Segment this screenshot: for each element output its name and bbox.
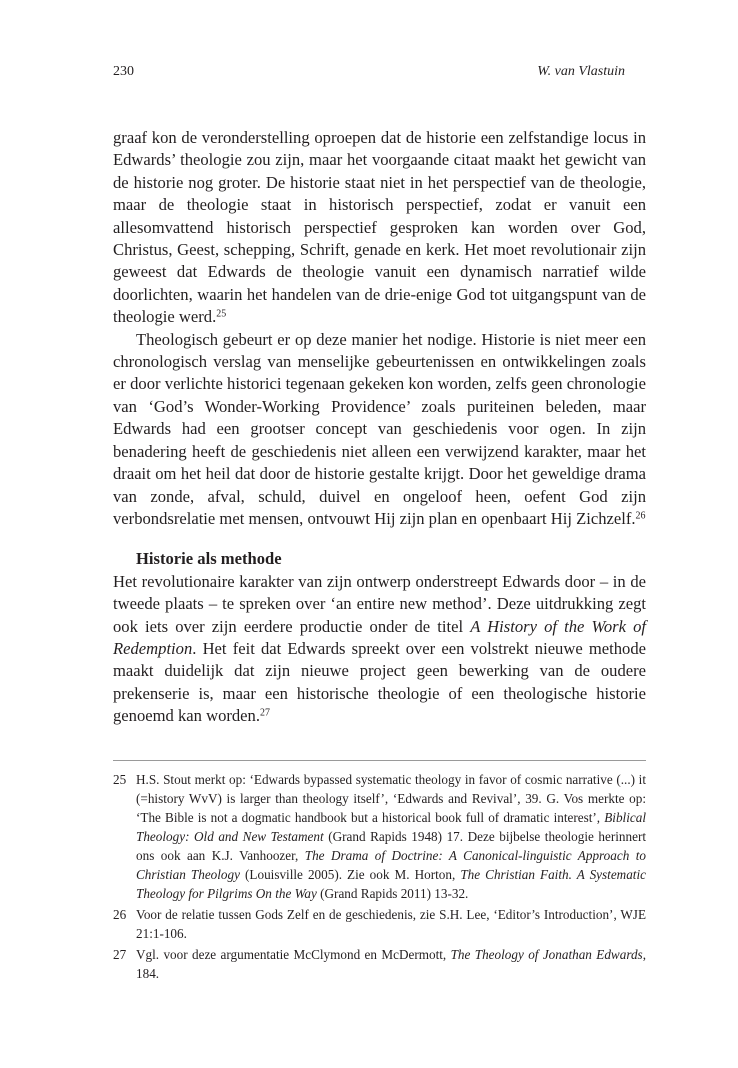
work-title: A History of the Work of Redemption [113,616,646,658]
running-header [113,62,625,82]
page-number: 230 [113,64,134,79]
running-author: W. van Vlastuin [537,64,625,79]
body-text [113,127,646,728]
paragraph-3 [113,571,646,728]
footnote-25 [113,770,646,903]
fn27-part-2: , 184. [136,947,646,981]
footnote-divider [113,760,646,761]
paragraph-2 [113,329,646,531]
footnote-text [136,945,646,983]
fn25-part-1: H.S. Stout merkt op: ‘Edwards bypassed systematic theology in favor of cosmic narrative (...) it (=history WvV) is larger than theology itself’, ‘Edwards and Revival’, 39. G. Vos merkte op: ‘The Bible is not a dogmatic handbook but a historical book full of dramatic interest’, [136,772,646,825]
fn25-part-4: (Grand Rapids 2011) 13-32. [316,886,469,901]
fn25-title-3: The Christian Faith. A Systematic Theology for Pilgrims On the Way [136,867,646,901]
fn25-part-2: (Grand Rapids 1948) 17. Deze bijbelse theologie herinnert ons ook aan K.J. Vanhoozer, [136,829,646,863]
note-ref-27[interactable]: 27 [260,707,270,719]
note-ref-25[interactable]: 25 [216,308,227,320]
footnote-text [136,770,646,903]
fn25-title-2: The Drama of Doctrine: A Canonical-linguistic Approach to Christian Theology [136,848,647,882]
fn25-title-1: Biblical Theology: Old and New Testament [136,810,646,844]
footnote-number: 27 [113,947,127,962]
fn27-part-1: Vgl. voor deze argumentatie McClymond en McDermott, [136,947,451,962]
footnote-text: Voor de relatie tussen Gods Zelf en de geschiedenis, zie S.H. Lee, ‘Editor’s Introduction’, WJE 21:1-106. [136,907,646,941]
paragraph-1 [113,127,646,329]
footnote-number: 25 [113,772,127,787]
section-heading: Historie als methode [136,549,282,569]
paragraph-1-text: graaf kon de veronderstelling oproepen dat de historie een zelfstandige locus in Edwards’ theologie zou zijn, maar het voorgaande citaat maakt het gewicht van de historie nog groter. De historie staat niet in het perspectief van de theologie, maar de theologie staat in historisch perspectief, zodat er vanuit een allesomvattend historisch perspectief gesproken kan worden over God, Christus, Geest, schepping, Schrift, genade en kerk. Het moet revolutionair zijn geweest dat Edwards de theologie vanuit een dynamisch narratief wilde doorlichten, waarin het handelen van de drie-enige God tot uitgangspunt van de theologie werd. [113,128,646,327]
note-ref-26[interactable]: 26 [635,510,646,522]
footnotes [113,770,646,985]
footnote-number: 26 [113,907,127,922]
footnote-27 [113,945,646,983]
fn27-title-1: The Theology of Jonathan Edwards [450,947,643,962]
footnote-26 [113,905,646,943]
paragraph-3-text-b: . Het feit dat Edwards spreekt over een volstrekt nieuwe methode maakt duidelijk dat zijn nieuwe project geen bewerking van de oudere prekenserie is, maar een historische theologie of een theologische historie genoemd kan worden. [113,638,646,726]
paragraph-2-text: Theologisch gebeurt er op deze manier het nodige. Historie is niet meer een chronologisch verslag van menselijke gebeurtenissen en ontwikkelingen zoals er door verlichte historici tegenaan gekeken kon worden, zelfs geen chronologie van ‘God’s Wonder-Working Providence’ zoals puriteinen beleden, maar Edwards had een grootser concept van geschiedenis voor ogen. In zijn benadering heeft de geschiedenis niet alleen een verwijzend karakter, maar het draait om het heil dat door de historie gestalte krijgt. Door het geweldige drama van zonde, afval, schuld, duivel en ongeloof heen, oefent God zijn verbondsrelatie met mensen, ontvouwt Hij zijn plan en openbaart Hij Zichzelf. [113,329,646,528]
paragraph-3-text-a: Het revolutionaire karakter van zijn ontwerp onderstreept Edwards door – in de tweede plaats – te spreken over ‘an entire new method’. Deze uitdrukking zegt ook iets over zijn eerdere productie onder de titel [113,571,646,636]
fn25-part-3: (Louisville 2005). Zie ook M. Horton, [239,867,461,882]
